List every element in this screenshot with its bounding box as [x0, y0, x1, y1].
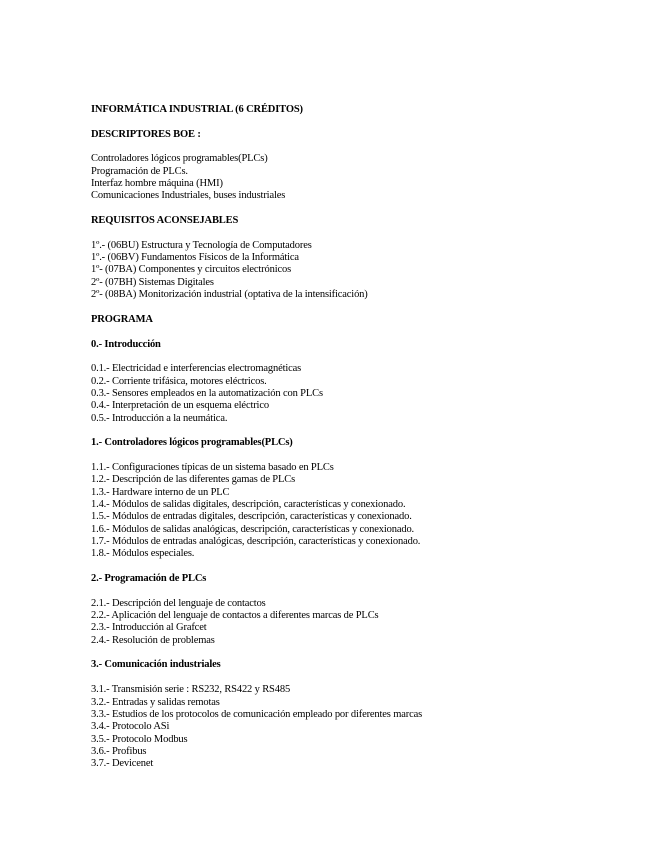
section-item: 1.3.- Hardware interno de un PLC — [91, 486, 230, 498]
section-item: 1.2.- Descripción de las diferentes gamas de PLCs — [91, 474, 296, 486]
section-item: 2.1.- Descripción del lenguaje de contactos — [91, 597, 266, 609]
section-item: 3.5.- Protocolo Modbus — [91, 733, 188, 745]
requisito-item: 1º- (07BA) Componentes y circuitos electrónicos — [91, 264, 292, 276]
section-item: 1.5.- Módulos de entradas digitales, descripción, características y conexionado. — [91, 511, 412, 523]
section-title-3: 3.- Comunicación industriales — [91, 659, 221, 671]
descriptor-item: Interfaz hombre máquina (HMI) — [91, 178, 223, 190]
spacer — [91, 672, 631, 684]
spacer — [91, 203, 631, 215]
spacer — [91, 647, 631, 659]
section-item: 1.1.- Configuraciones típicas de un sistema basado en PLCs — [91, 461, 334, 473]
section-item: 0.1.- Electricidad e interferencias electromagnéticas — [91, 363, 302, 375]
section-title-2: 2.- Programación de PLCs — [91, 573, 207, 585]
section-item: 3.3.- Estudios de los protocolos de comunicación empleado por diferentes marcas — [91, 708, 423, 720]
requisito-item: 1º.- (06BV) Fundamentos Físicos de la Informática — [91, 252, 299, 264]
section-item: 0.5.- Introducción a la neumática. — [91, 412, 228, 424]
section-item: 3.7.- Devicenet — [91, 758, 154, 770]
section-item: 2.3.- Introducción al Grafcet — [91, 622, 207, 634]
section-item: 1.7.- Módulos de entradas analógicas, descripción, características y conexionado. — [91, 536, 421, 548]
section-item: 1.4.- Módulos de salidas digitales, descripción, características y conexionado. — [91, 499, 406, 510]
requisitos-heading: REQUISITOS ACONSEJABLES — [91, 215, 239, 227]
section-item: 3.1.- Transmisión serie : RS232, RS422 y RS485 — [91, 684, 291, 696]
section-item: 0.3.- Sensores empleados en la automatización con PLCs — [91, 387, 323, 399]
requisito-item: 2º- (08BA) Monitorización industrial (optativa de la intensificación) — [91, 289, 368, 301]
requisito-item: 2º- (07BH) Sistemas Digitales — [91, 276, 214, 288]
document-title: INFORMÁTICA INDUSTRIAL (6 CRÉDITOS) — [91, 104, 303, 115]
section-item: 0.2.- Corriente trifásica, motores eléctricos. — [91, 375, 267, 387]
spacer — [91, 227, 631, 239]
descriptor-item: Controladores lógicos programables(PLCs) — [91, 153, 268, 165]
requisito-item: 1º.- (06BU) Estructura y Tecnología de Computadores — [91, 239, 312, 251]
descriptor-item: Comunicaciones Industriales, buses industriales — [91, 190, 286, 202]
spacer — [91, 585, 631, 597]
section-item: 3.2.- Entradas y salidas remotas — [91, 696, 220, 708]
descriptor-item: Programación de PLCs. — [91, 165, 188, 177]
section-item: 0.4.- Interpretación de un esquema eléctrico — [91, 400, 269, 412]
section-title-1: 1.- Controladores lógicos programables(PLCs) — [91, 437, 293, 449]
spacer — [91, 561, 631, 573]
document-page — [91, 104, 631, 771]
descriptores-heading: DESCRIPTORES BOE : — [91, 128, 201, 140]
section-item: 2.2.- Aplicación del lenguaje de contactos a diferentes marcas de PLCs — [91, 610, 379, 622]
spacer — [91, 450, 631, 462]
section-title-0: 0.- Introducción — [91, 338, 161, 350]
spacer — [91, 351, 631, 363]
spacer — [91, 425, 631, 437]
spacer — [91, 326, 631, 338]
section-item: 3.6.- Profibus — [91, 745, 147, 757]
section-item: 3.4.- Protocolo ASi — [91, 721, 170, 733]
spacer — [91, 302, 631, 314]
section-item: 1.6.- Módulos de salidas analógicas, descripción, características y conexionado. — [91, 523, 415, 535]
programa-heading: PROGRAMA — [91, 313, 153, 325]
spacer — [91, 141, 631, 153]
section-item: 2.4.- Resolución de problemas — [91, 634, 215, 646]
spacer — [91, 116, 631, 128]
section-item: 1.8.- Módulos especiales. — [91, 548, 195, 560]
